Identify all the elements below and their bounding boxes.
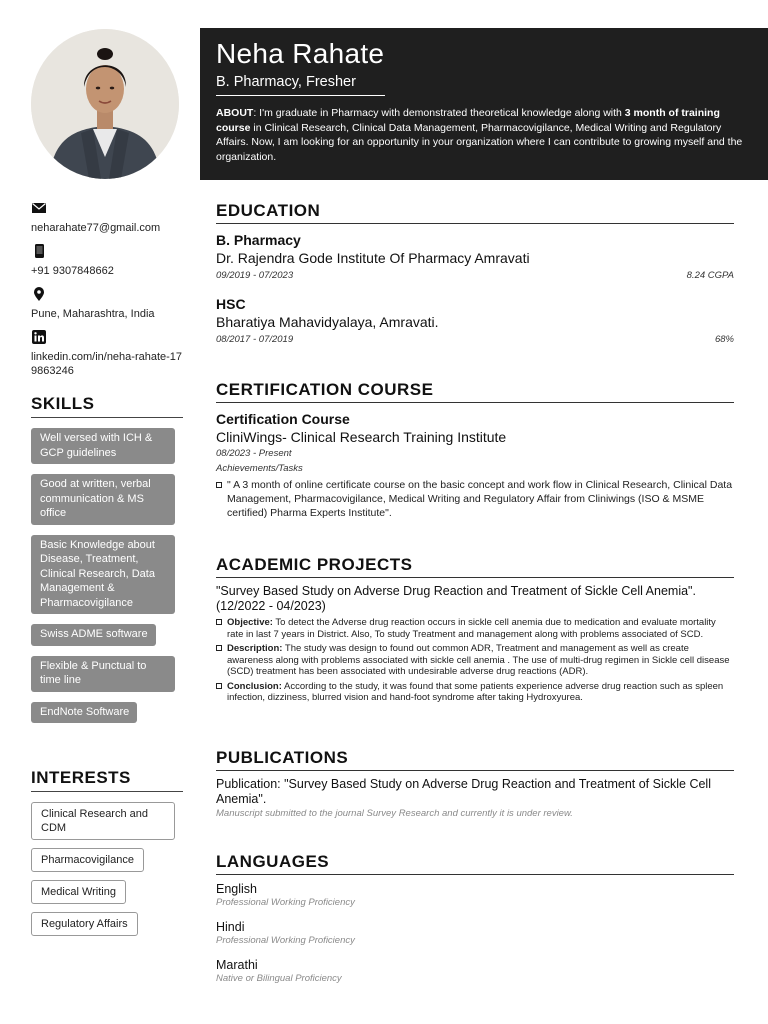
about-part1: : I'm graduate in Pharmacy with demonstrated theoretical knowledge along with [253, 107, 625, 119]
about-label: ABOUT [216, 107, 254, 119]
skill-tag: Flexible & Punctual to time line [31, 656, 175, 692]
education-grade: 8.24 CGPA [686, 270, 734, 281]
email-text[interactable]: neharahate77@gmail.com [31, 222, 161, 234]
interest-tag: Regulatory Affairs [31, 912, 138, 936]
certification-title: Certification Course [216, 411, 350, 427]
resume-header [200, 28, 768, 180]
bullet-label: Conclusion: [227, 680, 282, 692]
skills-heading: SKILLS [31, 394, 183, 418]
language-name: Marathi [216, 958, 258, 972]
about-text [216, 106, 750, 164]
bullet-text: To detect the Adverse drug reaction occurs in sickle cell anemia due to medication and evaluate mortality rate in last 7 years in District. Also, To study Treatment and management along with problems associated of SCD. [227, 617, 716, 640]
education-meta [216, 333, 734, 347]
degree-title: B. Pharmacy [216, 232, 301, 248]
contact-phone [31, 243, 183, 278]
location-text: Pune, Maharashtra, India [31, 308, 155, 320]
project-title-text: "Survey Based Study on Adverse Drug Reaction and Treatment of Sickle Cell Anemia". [216, 584, 696, 598]
interest-tag: Medical Writing [31, 880, 126, 904]
candidate-title: B. Pharmacy, Fresher [216, 72, 385, 96]
language-name: English [216, 882, 257, 896]
linkedin-icon [31, 329, 49, 347]
interests-heading: INTERESTS [31, 768, 183, 792]
publication-title: Publication: "Survey Based Study on Adverse Drug Reaction and Treatment of Sickle Cell Anemia". [216, 777, 711, 806]
school-name: Bharatiya Mahavidyalaya, Amravati. [216, 314, 439, 330]
interest-tag: Pharmacovigilance [31, 848, 144, 872]
language-item [216, 920, 734, 947]
projects-section [216, 555, 734, 707]
degree-title: HSC [216, 296, 246, 312]
contact-linkedin [31, 329, 183, 378]
skill-tag: Well versed with ICH & GCP guidelines [31, 428, 175, 464]
education-dates: 08/2017 - 07/2019 [216, 334, 294, 345]
bullet-label: Objective: [227, 617, 273, 628]
candidate-name: Neha Rahate [216, 38, 385, 69]
skill-tag: Basic Knowledge about Disease, Treatment, Clinical Research, Data Management & Pharmacovigilance [31, 535, 175, 615]
about-part2: in Clinical Research, Clinical Data Management, Pharmacovigilance, Medical Writing and Regulatory Affairs. Now, I am looking for an opportunity in your organization where I can contribute to growing myself and the organization. [216, 121, 743, 163]
contact-section [31, 200, 183, 386]
publication-note: Manuscript submitted to the journal Survey Research and currently it is under review. [216, 808, 573, 819]
interests-section [31, 768, 183, 944]
linkedin-text[interactable]: linkedin.com/in/neha-rahate-179863246 [31, 351, 183, 377]
certification-tasks-label: Achievements/Tasks [216, 463, 303, 474]
certification-bullet: " A 3 month of online certificate course on the basic concept and work flow in Clinical Research, Clinical Data Management, Pharmacovigilance, Medical Writing and Regulatory Affair from Cliniwings (ISO & MSME certified) Pharma Experts Institute". [216, 478, 734, 520]
language-item [216, 958, 734, 985]
interest-tag: Clinical Research and CDM [31, 802, 175, 840]
phone-text: +91 9307848662 [31, 265, 114, 277]
location-pin-icon [31, 286, 49, 304]
publications-heading: PUBLICATIONS [216, 748, 734, 771]
skills-section [31, 394, 183, 733]
language-item [216, 882, 734, 909]
email-icon [31, 200, 49, 218]
certification-heading: CERTIFICATION COURSE [216, 380, 734, 403]
bullet-label: Description: [227, 643, 283, 654]
language-level: Professional Working Proficiency [216, 897, 355, 908]
bullet-text: According to the study, it was found that some patients experience adverse drug reaction such as spleen infection, dizziness, blurred vision and hand-foot syndrome after taking Hydroxyurea. [227, 680, 724, 703]
education-section [216, 201, 734, 347]
certification-institute: CliniWings- Clinical Research Training Institute [216, 429, 507, 445]
education-entry [216, 296, 734, 347]
project-bullets [216, 617, 734, 704]
project-bullet [216, 617, 734, 640]
project-bullet [216, 643, 734, 678]
bullet-text: The study was design to found out common ADR, Treatment and management as well as create awareness along with problems associated with sickle cell anemia . The use of multi-drug regimen in Sickle cell disease (SCD) treatment has been associated with undesirable adverse drug reactions (ADR). [227, 643, 730, 677]
education-grade: 68% [714, 334, 734, 345]
certification-dates: 08/2023 - Present [216, 448, 292, 459]
project-title [216, 584, 734, 614]
language-level: Professional Working Proficiency [216, 935, 355, 946]
project-bullet [216, 681, 734, 704]
phone-icon [31, 243, 49, 261]
skill-tag: Swiss ADME software [31, 624, 156, 646]
education-heading: EDUCATION [216, 201, 734, 224]
education-entry [216, 232, 734, 283]
about-bold: 3 month of training course [216, 107, 720, 134]
contact-location [31, 286, 183, 321]
profile-photo [31, 29, 179, 179]
certification-section [216, 380, 734, 520]
publications-section [216, 748, 734, 820]
education-meta [216, 269, 734, 283]
school-name: Dr. Rajendra Gode Institute Of Pharmacy Amravati [216, 250, 530, 266]
skill-tag: Good at written, verbal communication & MS office [31, 474, 175, 525]
skill-tag: EndNote Software [31, 702, 137, 724]
project-dates: (12/2022 - 04/2023) [216, 599, 326, 613]
projects-heading: ACADEMIC PROJECTS [216, 555, 734, 578]
contact-email [31, 200, 183, 235]
language-name: Hindi [216, 920, 245, 934]
profile-photo-illustration [31, 29, 179, 179]
languages-heading: LANGUAGES [216, 852, 734, 875]
language-level: Native or Bilingual Proficiency [216, 973, 342, 984]
education-dates: 09/2019 - 07/2023 [216, 270, 294, 281]
languages-section [216, 852, 734, 996]
